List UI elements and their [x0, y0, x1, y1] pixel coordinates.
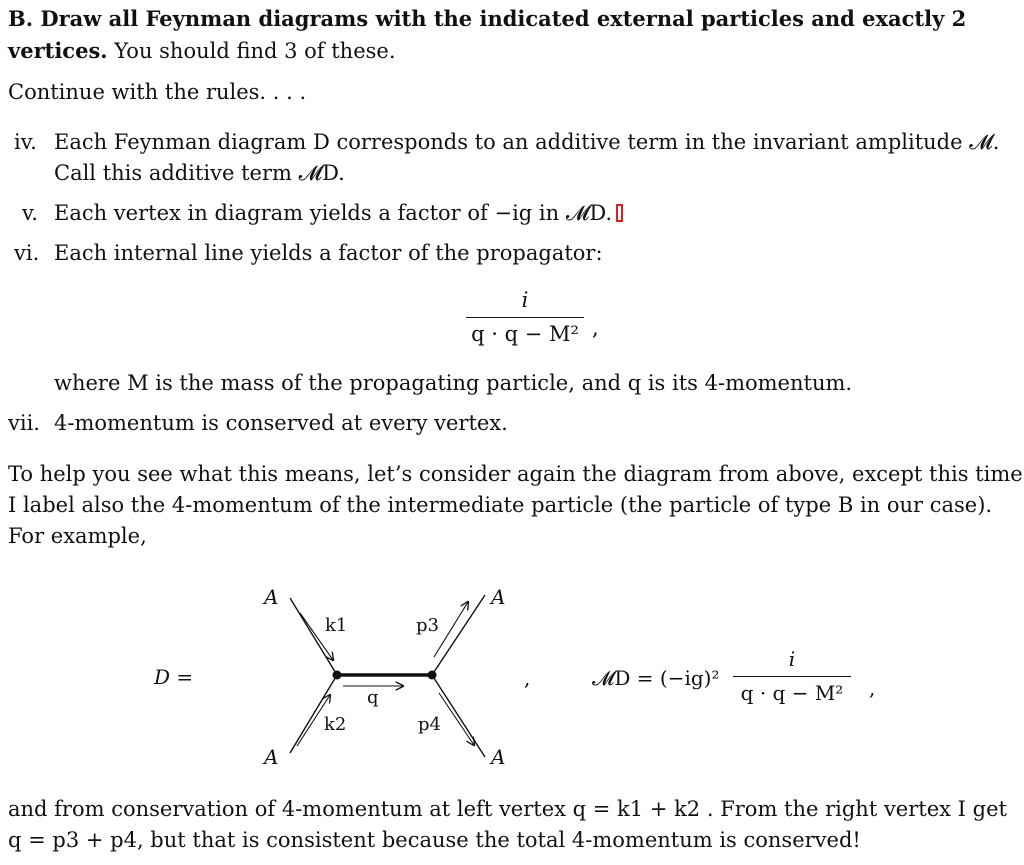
label-p3: p3 [416, 615, 439, 636]
title-rest: You should find 3 of these. [107, 39, 396, 63]
footer-line2: q = p3 + p4, but that is consistent because the total 4-momentum is conserved! [8, 828, 861, 852]
external-line-top-right [432, 595, 485, 675]
title-bold: vertices. [8, 38, 108, 63]
problem-title: B. Draw all Feynman diagrams with the indicated external particles and exactly 2 [8, 6, 967, 31]
label-a-bottom-right: A [491, 745, 506, 769]
amplitude-numerator: i [788, 647, 796, 671]
diagram-comma: , [524, 666, 531, 690]
rule-v-text: Each vertex in diagram yields a factor of −ig in 𝓜D. [54, 201, 613, 225]
rule-iv-text-line2: Call this additive term 𝓜D. [54, 161, 345, 185]
rule-vii-text: 4-momentum is conserved at every vertex. [54, 411, 508, 435]
rule-iv-number: iv. [14, 130, 37, 154]
para-line1: To help you see what this means, let’s consider again the diagram from above, except this time [8, 462, 1023, 486]
label-a-top-left: A [264, 585, 279, 609]
external-line-top-left [290, 598, 337, 675]
footer-line1: and from conservation of 4-momentum at left vertex q = k1 + k2 . From the right vertex I get [8, 797, 1007, 821]
rule-vii-number: vii. [8, 411, 40, 435]
amplitude-denominator: q · q − M² [740, 681, 844, 705]
intro-text: Continue with the rules. . . . [8, 80, 307, 104]
para-line3: For example, [8, 524, 147, 548]
label-a-top-right: A [491, 585, 506, 609]
propagator-denominator: q · q − M² [471, 322, 579, 346]
rule-vi-number: vi. [14, 241, 40, 265]
left-vertex [333, 671, 342, 680]
rule-v-number: v. [22, 201, 39, 225]
amplitude-fraction [733, 647, 851, 705]
rule-vi-text: Each internal line yields a factor of the propagator: [54, 241, 603, 265]
right-vertex [428, 671, 437, 680]
para-line2: I label also the 4-momentum of the intermediate particle (the particle of type B in our case). [8, 493, 993, 517]
amplitude-lhs: 𝓜D = (−ig)² [592, 666, 720, 690]
amplitude-fraction-bar [733, 676, 851, 677]
p4-momentum-arrow [439, 693, 474, 745]
amplitude-comma: , [869, 676, 876, 700]
label-p4: p4 [418, 714, 441, 735]
diagram-lhs: D = [154, 665, 194, 689]
propagator-comma: , [592, 316, 599, 340]
label-k1: k1 [325, 615, 348, 636]
label-a-bottom-left: A [264, 745, 279, 769]
label-q: q [367, 687, 379, 708]
rule-iv-text: Each Feynman diagram D corresponds to an additive term in the invariant amplitude 𝓜. [54, 130, 1000, 154]
label-k2: k2 [324, 714, 347, 735]
propagator-numerator: i [521, 288, 529, 312]
where-line: where M is the mass of the propagating particle, and q is its 4-momentum. [54, 371, 853, 395]
